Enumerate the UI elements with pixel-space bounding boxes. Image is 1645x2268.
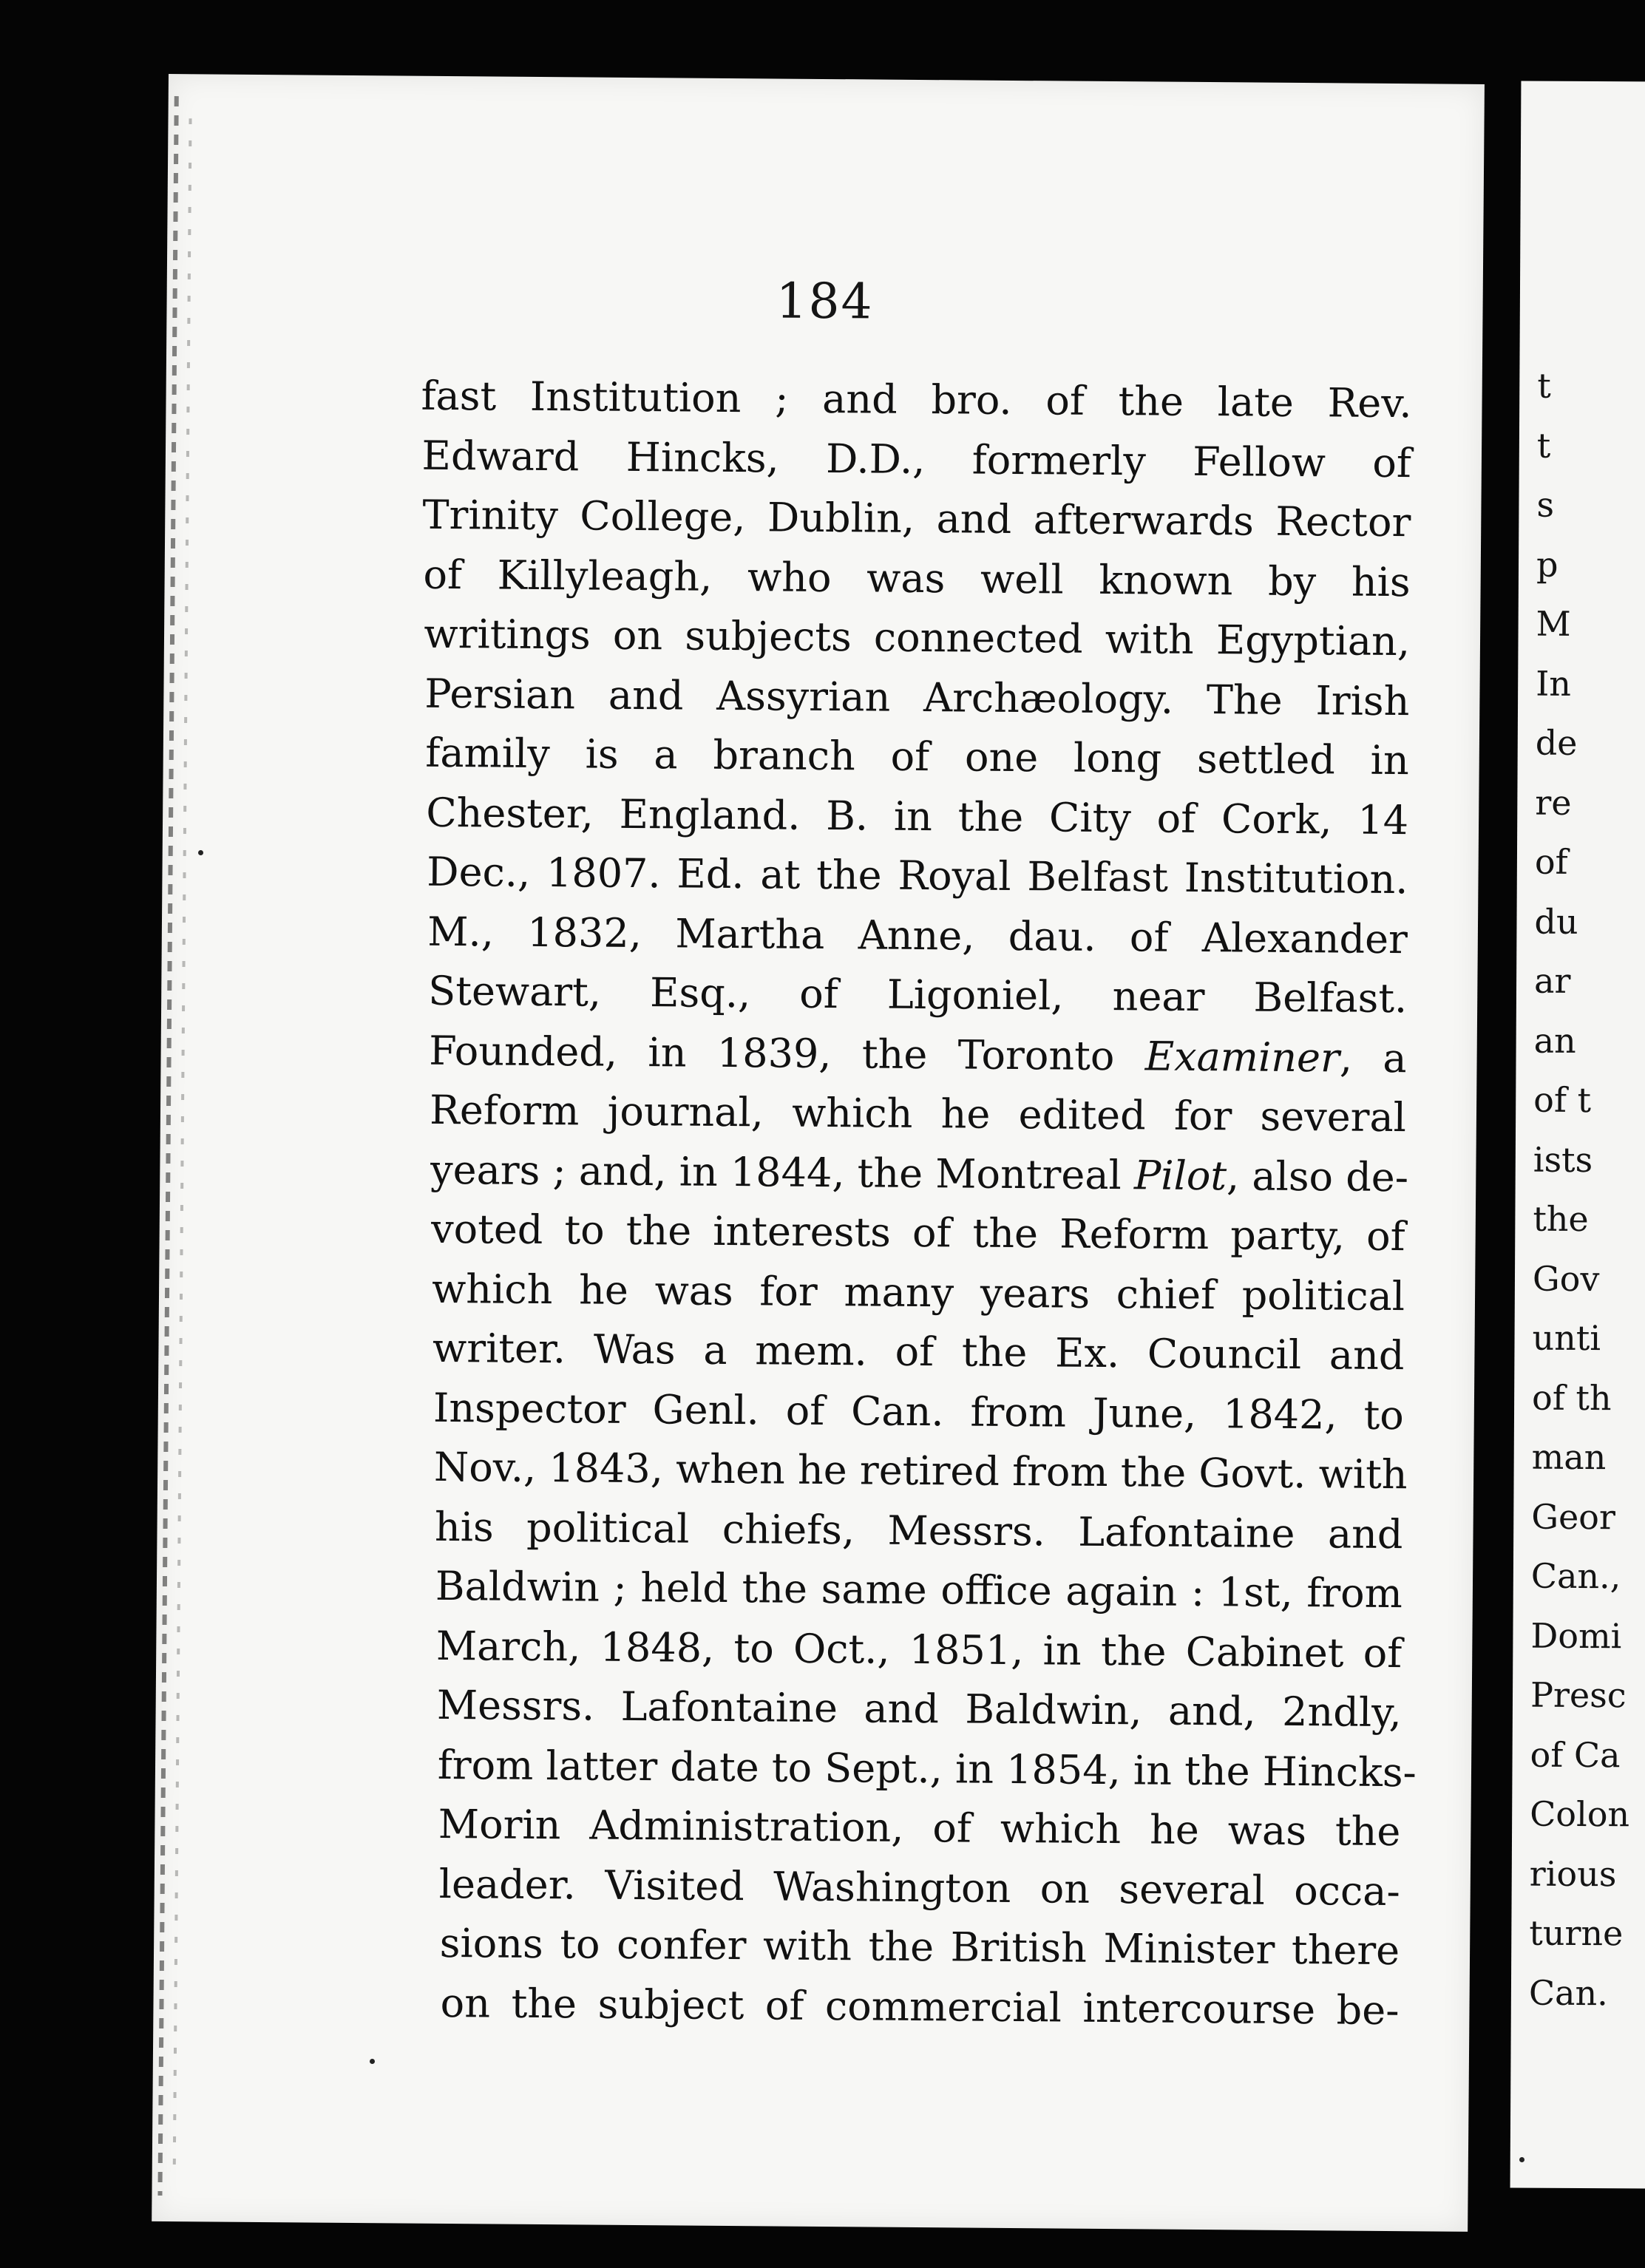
text-line: voted to the interests of the Reform party, of [430, 1205, 1405, 1260]
adjacent-page-text-fragment: Colon [1530, 1793, 1630, 1835]
adjacent-page-fragment [1510, 81, 1645, 2189]
adjacent-page-text-fragment: ists [1533, 1139, 1593, 1180]
adjacent-page-text-fragment: of t [1533, 1079, 1592, 1121]
text-line: Persian and Assyrian Archæology. The Irish [424, 670, 1410, 724]
adjacent-page-text-fragment: Gov [1532, 1258, 1600, 1299]
text-line: Edward Hincks, D.D., formerly Fellow of [421, 432, 1412, 486]
adjacent-page-text-fragment: Geor [1531, 1496, 1616, 1537]
adjacent-page-text-fragment: p [1536, 544, 1558, 585]
adjacent-page-text-fragment: Presc [1530, 1674, 1627, 1716]
adjacent-page-text-fragment: of Ca [1530, 1734, 1621, 1775]
text-line: Chester, England. B. in the City of Cork, 14 [426, 789, 1409, 843]
text-line: Inspector Genl. of Can. from June, 1842, to [433, 1384, 1405, 1439]
text-line: leader. Visited Washington on several occa- [438, 1860, 1400, 1915]
text-line: Stewart, Esq., of Ligoniel, near Belfast. [428, 967, 1408, 1022]
adjacent-page-text-fragment: of [1534, 841, 1568, 882]
adjacent-page-text-fragment: an [1533, 1020, 1576, 1061]
adjacent-page-text-fragment: of th [1531, 1377, 1612, 1418]
adjacent-page-text-fragment: rious [1529, 1853, 1617, 1894]
text-line: family is a branch of one long settled in [425, 729, 1410, 784]
adjacent-page-text-fragment: re [1535, 782, 1572, 823]
page-number: 184 [776, 272, 874, 330]
adjacent-page-text-fragment: M [1536, 603, 1571, 644]
text-line: March, 1848, to Oct., 1851, in the Cabinet of [435, 1622, 1403, 1677]
text-line: Nov., 1843, when he retired from the Govt. with [433, 1443, 1408, 1498]
adjacent-page-text-fragment: t [1536, 425, 1551, 466]
text-line: Dec., 1807. Ed. at the Royal Belfast Institution. [427, 848, 1408, 903]
adjacent-page-text-fragment: du [1534, 901, 1578, 942]
text-line: from latter date to Sept., in 1854, in the Hincks- [437, 1741, 1417, 1796]
body-text [408, 367, 1417, 2040]
text-line: sions to confer with the British Minister there [439, 1919, 1400, 1975]
adjacent-page-text-fragment: s [1536, 484, 1555, 525]
adjacent-page-text-fragment: turne [1529, 1912, 1624, 1954]
text-line: Reform journal, which he edited for several [429, 1086, 1407, 1141]
adjacent-page-text-fragment: Can., [1530, 1555, 1621, 1597]
adjacent-page-text-fragment: Domi [1530, 1615, 1622, 1656]
adjacent-page-text-fragment: Can. [1528, 1972, 1608, 2013]
text-line: writings on subjects connected with Egyptian, [424, 610, 1411, 665]
text-line: which he was for many years chief political [431, 1265, 1405, 1320]
scan-speck [1519, 2157, 1524, 2162]
adjacent-page-text-fragment: man [1531, 1436, 1607, 1478]
text-line: Founded, in 1839, the Toronto Examiner, a [428, 1027, 1407, 1082]
text-line: years ; and, in 1844, the Montreal Pilot, also de- [430, 1146, 1409, 1201]
adjacent-page-text-fragment: In [1536, 663, 1572, 704]
text-line: writer. Was a mem. of the Ex. Council and [432, 1324, 1405, 1379]
text-line: his political chiefs, Messrs. Lafontaine and [434, 1503, 1403, 1558]
text-line: Baldwin ; held the same office again : 1st, from [435, 1562, 1403, 1617]
adjacent-page-text-fragment: ar [1533, 960, 1571, 1001]
adjacent-page-text-fragment: the [1533, 1198, 1589, 1240]
text-line: fast Institution ; and bro. of the late Rev. [421, 372, 1412, 427]
scan-speck [370, 2059, 375, 2064]
book-page [152, 74, 1485, 2232]
text-line: Messrs. Lafontaine and Baldwin, and, 2ndly, [436, 1681, 1402, 1736]
scan-speck [198, 850, 203, 855]
adjacent-page-text-fragment: t [1537, 365, 1551, 406]
text-line: M., 1832, Martha Anne, dau. of Alexander [427, 908, 1408, 962]
text-line: Trinity College, Dublin, and afterwards Rector [422, 491, 1411, 546]
text-line: on the subject of commercial intercourse be- [440, 1979, 1400, 2034]
adjacent-page-text-fragment: de [1535, 722, 1578, 763]
adjacent-page-text-fragment: unti [1532, 1317, 1601, 1359]
text-line: Morin Administration, of which he was the [438, 1800, 1401, 1856]
text-line: of Killyleagh, who was well known by his [423, 551, 1411, 605]
